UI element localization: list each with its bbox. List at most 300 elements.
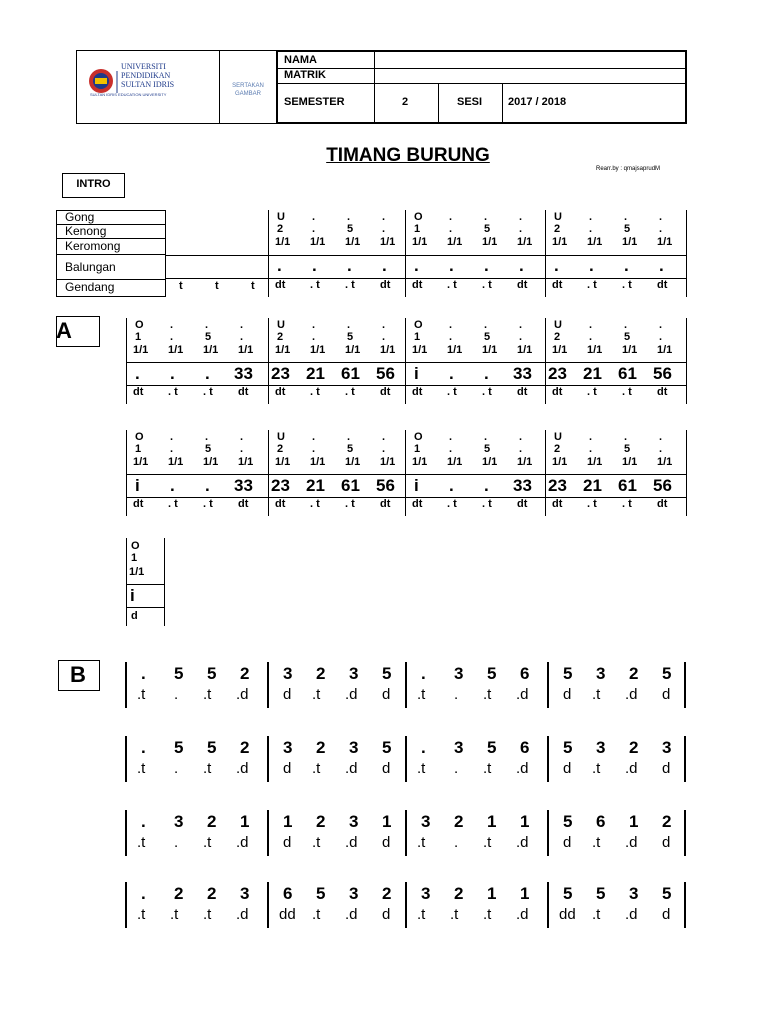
gong-note: . xyxy=(312,431,316,443)
balungan-note: . xyxy=(484,256,489,275)
gendang-stroke: dt xyxy=(517,498,528,510)
kenong-note: 1 xyxy=(131,552,138,564)
balungan-note: . xyxy=(624,256,629,275)
gong-note: . xyxy=(382,431,386,443)
keromong-note: 1/1 xyxy=(412,236,428,248)
kenong-note: . xyxy=(382,331,386,343)
balungan-note: 1 xyxy=(487,884,497,903)
gendang-stroke: .t xyxy=(312,686,321,703)
barline xyxy=(547,662,549,708)
group-barline xyxy=(126,538,127,626)
gendang-stroke: d xyxy=(283,834,292,851)
gendang-stroke: . t xyxy=(447,386,457,398)
gendang-stroke: .t xyxy=(592,686,601,703)
row-line xyxy=(126,584,164,585)
balungan-note: 2 xyxy=(454,884,464,903)
balungan-note: 2 xyxy=(382,884,392,903)
barline xyxy=(267,662,269,708)
balungan-note: 5 xyxy=(382,738,392,757)
balungan-note: 5 xyxy=(174,664,184,683)
gendang-stroke: .d xyxy=(625,906,638,923)
kenong-note: 2 xyxy=(554,443,561,455)
kenong-note: 1 xyxy=(135,443,142,455)
balungan-note: 1 xyxy=(520,812,530,831)
balungan-note: 5 xyxy=(563,664,573,683)
kenong-note: . xyxy=(519,223,523,235)
gendang-stroke: . xyxy=(174,686,179,703)
gendang-stroke: . xyxy=(174,760,179,777)
balungan-note: . xyxy=(519,256,524,275)
gendang-stroke: d xyxy=(283,760,292,777)
gendang-stroke: dt xyxy=(380,498,391,510)
barline xyxy=(547,882,549,928)
group-barline xyxy=(686,430,687,516)
gendang-stroke: dt xyxy=(517,279,528,291)
gendang-stroke: d xyxy=(382,760,391,777)
barline xyxy=(125,662,127,708)
gendang-stroke: .d xyxy=(516,834,529,851)
arranger-credit: Rearr.by : qmajsaprudM xyxy=(596,166,661,172)
gong-note: U xyxy=(277,211,285,223)
balungan-note: . xyxy=(382,256,387,275)
keromong-note: 1/1 xyxy=(587,456,603,468)
group-barline xyxy=(545,430,546,516)
gendang-stroke: dt xyxy=(657,279,668,291)
balungan-note: 2 xyxy=(240,738,250,757)
gendang-stroke: .t xyxy=(483,760,492,777)
gong-note: . xyxy=(484,431,488,443)
balungan-note: 21 xyxy=(306,364,325,383)
keromong-note: 1/1 xyxy=(552,344,568,356)
gendang-stroke: .d xyxy=(236,686,249,703)
kenong-note: 1 xyxy=(135,331,142,343)
balungan-note: 1 xyxy=(520,884,530,903)
gendang-stroke: .t xyxy=(137,760,146,777)
balungan-note: 2 xyxy=(207,812,217,831)
gendang-stroke: .t xyxy=(203,686,212,703)
barline xyxy=(684,662,686,708)
gendang-stroke: . t xyxy=(345,279,355,291)
balungan-note: 2 xyxy=(316,812,326,831)
gendang-stroke: .t xyxy=(592,906,601,923)
gong-note: . xyxy=(170,431,174,443)
gendang-stroke: d xyxy=(563,834,572,851)
gendang-stroke: dt xyxy=(275,498,286,510)
gendang-stroke: .t xyxy=(483,686,492,703)
keromong-note: 1/1 xyxy=(310,456,326,468)
gendang-stroke: dt xyxy=(412,498,423,510)
balungan-note: 2 xyxy=(240,664,250,683)
barline xyxy=(267,736,269,782)
barline xyxy=(405,882,407,928)
kenong-note: . xyxy=(312,331,316,343)
keromong-note: 1/1 xyxy=(310,344,326,356)
keromong-note: 1/1 xyxy=(447,344,463,356)
gong-note: . xyxy=(449,319,453,331)
barline xyxy=(267,882,269,928)
kenong-note: . xyxy=(382,443,386,455)
gendang-stroke: .t xyxy=(417,906,426,923)
group-barline xyxy=(126,430,127,516)
balungan-note: . xyxy=(135,364,140,383)
balungan-note: 5 xyxy=(662,664,672,683)
balungan-note: 33 xyxy=(513,476,532,495)
balungan-note: . xyxy=(170,364,175,383)
grid-line xyxy=(278,68,685,69)
balungan-note: 3 xyxy=(240,884,250,903)
gendang-stroke: dt xyxy=(275,279,286,291)
balungan-note: 3 xyxy=(283,664,293,683)
balungan-note: 3 xyxy=(421,812,431,831)
balungan-note: 61 xyxy=(341,476,360,495)
group-barline xyxy=(405,318,406,404)
balungan-note: . xyxy=(449,256,454,275)
gendang-stroke: dt xyxy=(275,386,286,398)
gendang-stroke: d xyxy=(382,686,391,703)
kenong-note: . xyxy=(449,331,453,343)
gendang-stroke: d xyxy=(662,834,671,851)
page-title: TIMANG BURUNG xyxy=(326,145,490,166)
barline xyxy=(125,882,127,928)
logo-line-2: PENDIDIKAN xyxy=(121,71,171,80)
gendang-stroke: dt xyxy=(133,386,144,398)
gendang-stroke: .t xyxy=(170,906,179,923)
kenong-note: 5 xyxy=(347,223,354,235)
gendang-stroke: .d xyxy=(516,686,529,703)
keromong-note: 1/1 xyxy=(310,236,326,248)
gong-note: . xyxy=(624,431,628,443)
kenong-note: . xyxy=(382,223,386,235)
gendang-stroke: d xyxy=(382,906,391,923)
gendang-stroke: .d xyxy=(625,760,638,777)
gong-note: U xyxy=(554,431,562,443)
gong-note: . xyxy=(347,431,351,443)
gong-note: . xyxy=(589,319,593,331)
keromong-note: 1/1 xyxy=(412,344,428,356)
balungan-note: . xyxy=(589,256,594,275)
gong-note: . xyxy=(382,319,386,331)
grid-line xyxy=(374,52,375,122)
gendang-stroke: d xyxy=(283,686,292,703)
row-line xyxy=(126,362,686,363)
keromong-note: 1/1 xyxy=(203,344,219,356)
gendang-stroke: dt xyxy=(517,386,528,398)
gendang-stroke: . t xyxy=(587,279,597,291)
balungan-note: 56 xyxy=(376,364,395,383)
gong-note: O xyxy=(131,540,140,552)
row-line xyxy=(126,474,686,475)
gendang-stroke: d xyxy=(563,760,572,777)
gendang-stroke: .t xyxy=(312,760,321,777)
row-label-box xyxy=(56,210,166,297)
balungan-note: i xyxy=(414,476,419,495)
balungan-note: 5 xyxy=(207,738,217,757)
balungan-note: 33 xyxy=(513,364,532,383)
section-a-letter: A xyxy=(56,318,72,343)
group-barline xyxy=(164,538,165,626)
balungan-note: 2 xyxy=(316,664,326,683)
gendang-stroke: . t xyxy=(622,279,632,291)
balungan-note: 23 xyxy=(548,476,567,495)
gendang-stroke: .d xyxy=(625,834,638,851)
gong-note: O xyxy=(135,319,144,331)
kenong-note: 5 xyxy=(484,223,491,235)
kenong-note: 5 xyxy=(347,443,354,455)
gendang-stroke: .t xyxy=(450,906,459,923)
barline xyxy=(125,810,127,856)
gendang-stroke: .d xyxy=(345,906,358,923)
gendang-stroke: . t xyxy=(587,498,597,510)
balungan-note: 2 xyxy=(174,884,184,903)
gendang-stroke: d xyxy=(131,610,138,622)
group-barline xyxy=(545,210,546,297)
gendang-stroke: dd xyxy=(559,906,576,923)
balungan-note: 23 xyxy=(548,364,567,383)
gendang-stroke: . t xyxy=(310,386,320,398)
balungan-note: . xyxy=(484,476,489,495)
nama-label: NAMA xyxy=(284,54,317,66)
gendang-stroke: dt xyxy=(552,279,563,291)
keromong-note: 1/1 xyxy=(275,236,291,248)
gendang-stroke: dt xyxy=(412,386,423,398)
gendang-stroke: .d xyxy=(345,760,358,777)
balungan-note: 3 xyxy=(283,738,293,757)
barline xyxy=(684,810,686,856)
kenong-note: 5 xyxy=(624,443,631,455)
balungan-note: . xyxy=(414,256,419,275)
balungan-note: 3 xyxy=(629,884,639,903)
gendang-stroke: .t xyxy=(417,686,426,703)
gendang-stroke: .t xyxy=(312,906,321,923)
gong-note: O xyxy=(414,211,423,223)
balungan-note: 6 xyxy=(520,738,530,757)
gong-note: O xyxy=(414,319,423,331)
gong-note: U xyxy=(277,319,285,331)
balungan-note: i xyxy=(414,364,419,383)
kenong-note: 5 xyxy=(347,331,354,343)
gong-note: . xyxy=(624,211,628,223)
semester-label: SEMESTER xyxy=(284,96,345,108)
balungan-note: 5 xyxy=(662,884,672,903)
gong-note: . xyxy=(484,319,488,331)
keromong-note: 1/1 xyxy=(657,236,673,248)
balungan-note: 1 xyxy=(382,812,392,831)
balungan-note: 23 xyxy=(271,364,290,383)
gendang-stroke: .t xyxy=(483,906,492,923)
gendang-stroke: . xyxy=(174,834,179,851)
row-line xyxy=(126,607,164,608)
kenong-note: . xyxy=(519,331,523,343)
balungan-note: 56 xyxy=(653,476,672,495)
intro-label: INTRO xyxy=(76,178,111,190)
kenong-note: 1 xyxy=(414,331,421,343)
keromong-note: 1/1 xyxy=(203,456,219,468)
gendang-stroke: . xyxy=(454,686,459,703)
balungan-note: 33 xyxy=(234,364,253,383)
balungan-note: 2 xyxy=(316,738,326,757)
gendang-stroke: .t xyxy=(312,834,321,851)
balungan-note: 3 xyxy=(454,664,464,683)
balungan-note: . xyxy=(205,364,210,383)
gendang-stroke: . t xyxy=(310,498,320,510)
gendang-stroke: dd xyxy=(279,906,296,923)
sesi-value: 2017 / 2018 xyxy=(508,96,567,108)
keromong-note: 1/1 xyxy=(345,344,361,356)
balungan-note: 3 xyxy=(596,664,606,683)
kenong-note: 5 xyxy=(624,223,631,235)
gong-note: . xyxy=(449,431,453,443)
keromong-note: 1/1 xyxy=(482,456,498,468)
balungan-note: 3 xyxy=(454,738,464,757)
keromong-note: 1/1 xyxy=(380,456,396,468)
kenong-note: . xyxy=(312,443,316,455)
gendang-stroke: d xyxy=(662,906,671,923)
matrik-label: MATRIK xyxy=(284,69,326,81)
grid-line xyxy=(278,83,685,84)
gong-note: O xyxy=(135,431,144,443)
gendang-stroke: .d xyxy=(516,906,529,923)
keromong-note: 1/1 xyxy=(133,344,149,356)
gong-note: . xyxy=(519,211,523,223)
keromong-note: 1/1 xyxy=(129,566,145,578)
gendang-stroke: . xyxy=(454,760,459,777)
balungan-note: 1 xyxy=(487,812,497,831)
gendang-stroke: . t xyxy=(168,386,178,398)
gong-note: O xyxy=(414,431,423,443)
gendang-stroke: . t xyxy=(345,498,355,510)
kenong-note: 2 xyxy=(277,443,284,455)
gendang-stroke: . t xyxy=(622,498,632,510)
gendang-stroke: t xyxy=(179,280,183,292)
balungan-note: 2 xyxy=(207,884,217,903)
gong-note: . xyxy=(624,319,628,331)
group-barline xyxy=(686,318,687,404)
kenong-note: 5 xyxy=(624,331,631,343)
gendang-stroke: . t xyxy=(482,386,492,398)
gong-note: . xyxy=(449,211,453,223)
balungan-note: . xyxy=(205,476,210,495)
kenong-note: . xyxy=(170,443,174,455)
group-barline xyxy=(268,318,269,404)
barline xyxy=(405,662,407,708)
keromong-note: 1/1 xyxy=(552,456,568,468)
balungan-note: 5 xyxy=(596,884,606,903)
kenong-note: 2 xyxy=(277,223,284,235)
balungan-note: 5 xyxy=(563,884,573,903)
gendang-stroke: . t xyxy=(168,498,178,510)
balungan-note: 33 xyxy=(234,476,253,495)
keromong-note: 1/1 xyxy=(345,236,361,248)
balungan-note: 5 xyxy=(382,664,392,683)
balungan-note: . xyxy=(421,738,426,757)
keromong-note: 1/1 xyxy=(238,344,254,356)
balungan-note: 5 xyxy=(563,738,573,757)
gong-note: . xyxy=(659,211,663,223)
keromong-note: 1/1 xyxy=(622,456,638,468)
keromong-note: 1/1 xyxy=(552,236,568,248)
gendang-stroke: .t xyxy=(203,906,212,923)
gendang-stroke: .d xyxy=(236,834,249,851)
balungan-note: 3 xyxy=(662,738,672,757)
gendang-stroke: .t xyxy=(137,834,146,851)
balungan-note: 5 xyxy=(207,664,217,683)
keromong-note: 1/1 xyxy=(412,456,428,468)
balungan-note: 3 xyxy=(596,738,606,757)
gendang-stroke: .t xyxy=(137,906,146,923)
gong-note: . xyxy=(205,319,209,331)
barline xyxy=(684,736,686,782)
barline xyxy=(547,810,549,856)
balungan-note: 6 xyxy=(283,884,293,903)
balungan-note: 61 xyxy=(618,476,637,495)
keromong-note: 1/1 xyxy=(482,344,498,356)
keromong-note: 1/1 xyxy=(622,344,638,356)
balungan-note: . xyxy=(449,364,454,383)
keromong-note: 1/1 xyxy=(380,236,396,248)
grid-line xyxy=(57,254,165,255)
gong-note: . xyxy=(347,211,351,223)
group-barline xyxy=(268,210,269,297)
gendang-stroke: dt xyxy=(552,386,563,398)
grid-line xyxy=(438,83,439,122)
kenong-note: 2 xyxy=(554,331,561,343)
group-barline xyxy=(405,430,406,516)
gendang-stroke: t xyxy=(215,280,219,292)
balungan-note: 2 xyxy=(629,738,639,757)
kenong-note: . xyxy=(589,331,593,343)
balungan-note: 2 xyxy=(454,812,464,831)
grid-line xyxy=(502,83,503,122)
gong-note: . xyxy=(312,211,316,223)
balungan-note: 2 xyxy=(662,812,672,831)
gendang-stroke: . t xyxy=(310,279,320,291)
balungan-note: . xyxy=(484,364,489,383)
balungan-note: 3 xyxy=(349,738,359,757)
gong-note: . xyxy=(347,319,351,331)
gendang-stroke: dt xyxy=(380,386,391,398)
gendang-stroke: .d xyxy=(236,760,249,777)
kenong-note: . xyxy=(659,223,663,235)
gendang-stroke: d xyxy=(563,686,572,703)
keromong-note: 1/1 xyxy=(168,344,184,356)
balungan-note: . xyxy=(141,738,146,757)
balungan-note: 56 xyxy=(653,364,672,383)
keromong-note: 1/1 xyxy=(447,456,463,468)
keromong-note: 1/1 xyxy=(345,456,361,468)
row-label-keromong: Keromong xyxy=(65,239,121,253)
gong-note: . xyxy=(589,211,593,223)
kenong-note: 2 xyxy=(554,223,561,235)
logo-tagline: SULTAN IDRIS EDUCATION UNIVERSITY xyxy=(90,92,167,97)
barline xyxy=(405,736,407,782)
kenong-note: 1 xyxy=(414,223,421,235)
gendang-stroke: dt xyxy=(657,498,668,510)
gong-note: . xyxy=(519,431,523,443)
sesi-label: SESI xyxy=(457,96,483,108)
gong-note: . xyxy=(205,431,209,443)
gong-note: . xyxy=(659,319,663,331)
gendang-stroke: .t xyxy=(483,834,492,851)
gong-note: U xyxy=(277,431,285,443)
keromong-note: 1/1 xyxy=(168,456,184,468)
balungan-note: 6 xyxy=(596,812,606,831)
gendang-stroke: . t xyxy=(482,498,492,510)
gendang-stroke: .t xyxy=(417,834,426,851)
balungan-note: 56 xyxy=(376,476,395,495)
kenong-note: . xyxy=(240,443,244,455)
gendang-stroke: .t xyxy=(592,834,601,851)
keromong-note: 1/1 xyxy=(517,456,533,468)
